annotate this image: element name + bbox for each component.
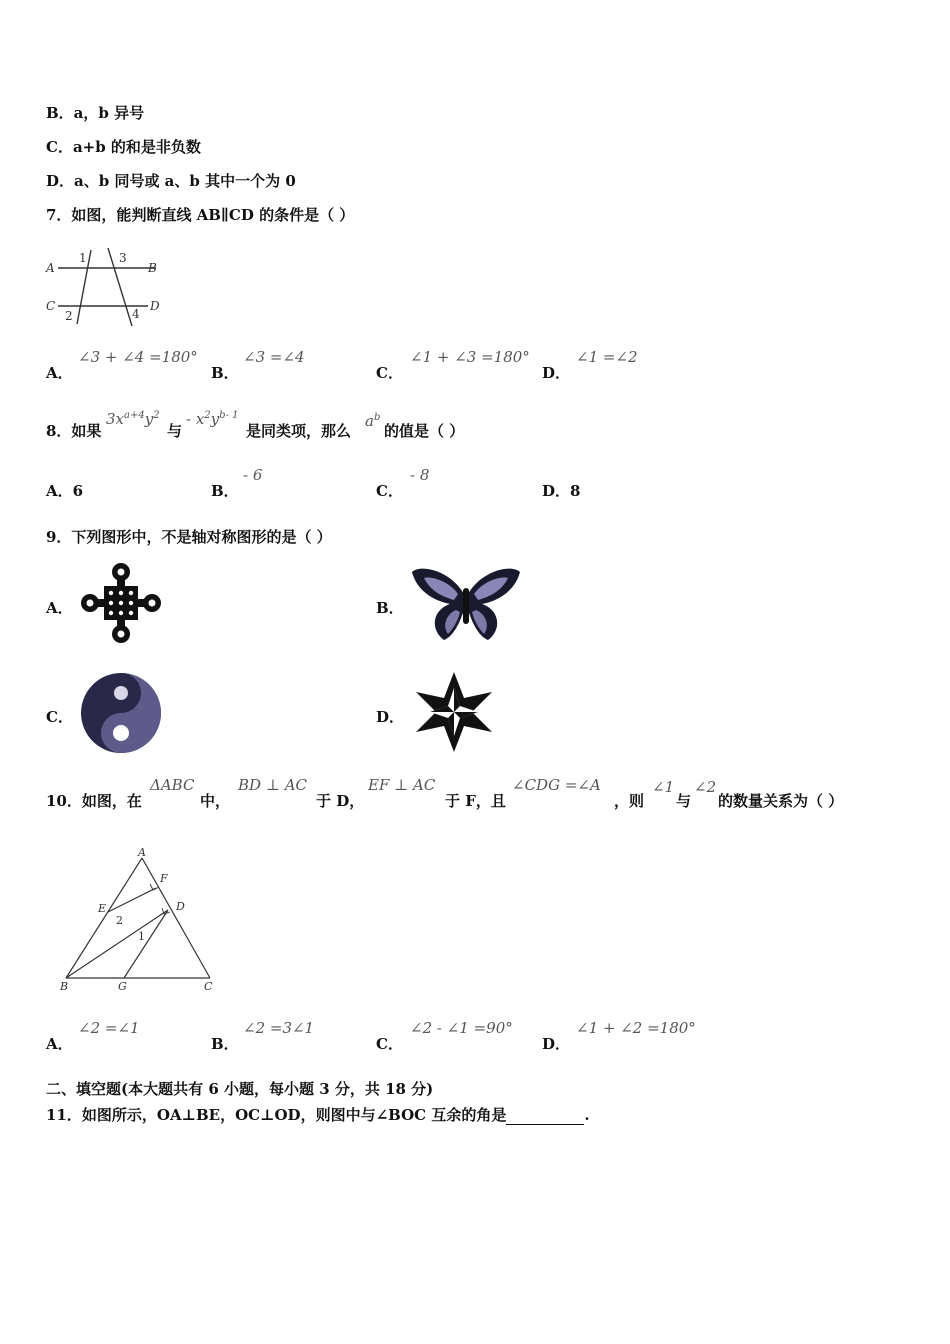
- q8-choice-b: - 6: [243, 466, 263, 484]
- q7-angle-2: 2: [65, 309, 73, 323]
- q10-label-b-opt: B．: [211, 1035, 239, 1053]
- q10-label-f: F: [160, 872, 168, 885]
- q10-label-c: C: [204, 980, 213, 993]
- q10-m6: ∠2: [694, 778, 717, 796]
- q10-m4: ∠CDG =∠A: [512, 776, 601, 794]
- q7-angle-4: 4: [132, 307, 140, 321]
- q10-m5: ∠1: [652, 778, 675, 796]
- q10-choice-c: ∠2 - ∠1 =90°: [410, 1019, 513, 1037]
- q10-choice-d: ∠1 + ∠2 =180°: [576, 1019, 696, 1037]
- q8-label-c: C．: [376, 482, 403, 500]
- q7-label-d-opt: D．: [542, 364, 571, 382]
- eight-point-star-image: [412, 670, 496, 754]
- q7-choice-d: ∠1 =∠2: [576, 348, 638, 366]
- q9-label-b: B．: [376, 599, 404, 617]
- q9-label-a: A．: [46, 599, 73, 617]
- q8-term1: $3x^{a+4}y^2$: [106, 410, 160, 428]
- q8-label-b: B．: [211, 482, 239, 500]
- q10-label-b: B: [60, 980, 69, 993]
- q7-choice-b: ∠3 =∠4: [243, 348, 305, 366]
- q7-label-c-opt: C．: [376, 364, 403, 382]
- q10-choice-a: ∠2 =∠1: [78, 1019, 140, 1037]
- q7-angle-3: 3: [119, 251, 127, 265]
- q8-ab: $a^b$: [365, 412, 381, 430]
- q10-p7: 的数量关系为（ ）: [718, 792, 844, 810]
- q10-label-a-opt: A．: [46, 1035, 73, 1053]
- q7-choice-a: ∠3 + ∠4 =180°: [78, 348, 198, 366]
- q7-choice-c: ∠1 + ∠3 =180°: [410, 348, 530, 366]
- q10-choice-b: ∠2 =3∠1: [243, 1019, 315, 1037]
- q10-label-d-opt: D．: [542, 1035, 571, 1053]
- q10-label-d: D: [176, 900, 185, 913]
- q6-option-d: D．a、b 同号或 a、b 其中一个为 0: [46, 172, 296, 190]
- q10-angle-2: 2: [116, 914, 123, 927]
- q7-label-b-opt: B．: [211, 364, 239, 382]
- q10-p1: 10．如图，在: [46, 792, 142, 810]
- q8-choice-c: - 8: [410, 466, 430, 484]
- q8-option-d: D．8: [542, 482, 581, 500]
- q10-m2: BD ⊥ AC: [238, 776, 308, 794]
- q10-m3: EF ⊥ AC: [368, 776, 436, 794]
- q7-label-d: D: [150, 299, 160, 313]
- q10-label-c-opt: C．: [376, 1035, 403, 1053]
- q10-p3: 于 D，: [316, 792, 365, 810]
- q10-angle-1: 1: [138, 930, 145, 943]
- q11-answer-blank[interactable]: [506, 1110, 584, 1125]
- q10-m1: ΔABC: [150, 776, 195, 794]
- q10-p4: 于 F，且: [445, 792, 506, 810]
- q11-end: .: [584, 1106, 590, 1124]
- q10-p5: ，则: [614, 792, 645, 810]
- q7-label-c: C: [46, 299, 56, 313]
- q7-angle-1: 1: [79, 251, 87, 265]
- q6-option-c: C．a+b 的和是非负数: [46, 138, 201, 156]
- q9-label-d: D．: [376, 708, 405, 726]
- q9-stem: 9．下列图形中，不是轴对称图形的是（ ）: [46, 528, 332, 546]
- q11-stem: 11．如图所示，OA⊥BE，OC⊥OD，则图中与∠BOC 互余的角是: [46, 1106, 507, 1124]
- q10-label-e: E: [98, 902, 107, 915]
- butterfly-image: [410, 564, 522, 642]
- q10-triangle-figure: [56, 844, 220, 994]
- q8-suffix1: 是同类项，那么: [246, 422, 352, 440]
- q8-prefix: 8．如果: [46, 422, 102, 440]
- section-2-heading: 二、填空题(本大题共有 6 小题，每小题 3 分，共 18 分): [46, 1080, 434, 1098]
- q8-mid: 与: [167, 422, 183, 440]
- q7-stem: 7．如图，能判断直线 AB∥CD 的条件是（ ）: [46, 206, 355, 224]
- q10-label-a: A: [138, 846, 146, 859]
- q9-label-c: C．: [46, 708, 73, 726]
- q7-label-b: B: [148, 261, 157, 275]
- q10-p2: 中，: [200, 792, 231, 810]
- q8-option-a: A．6: [46, 482, 84, 500]
- q8-term2: - $x^2y^{b- 1}$: [186, 410, 239, 428]
- q7-figure: [44, 244, 169, 328]
- q10-label-g: G: [118, 980, 127, 993]
- q7-label-a: A: [46, 261, 55, 275]
- q8-suffix2: 的值是（ ）: [384, 422, 465, 440]
- q7-label-a-opt: A．: [46, 364, 73, 382]
- yin-yang-image: [80, 672, 162, 754]
- q11-stem-line: [46, 1104, 590, 1125]
- q10-p6: 与: [676, 792, 692, 810]
- q6-option-b: B．a，b 异号: [46, 104, 145, 122]
- chinese-knot-image: [80, 562, 162, 644]
